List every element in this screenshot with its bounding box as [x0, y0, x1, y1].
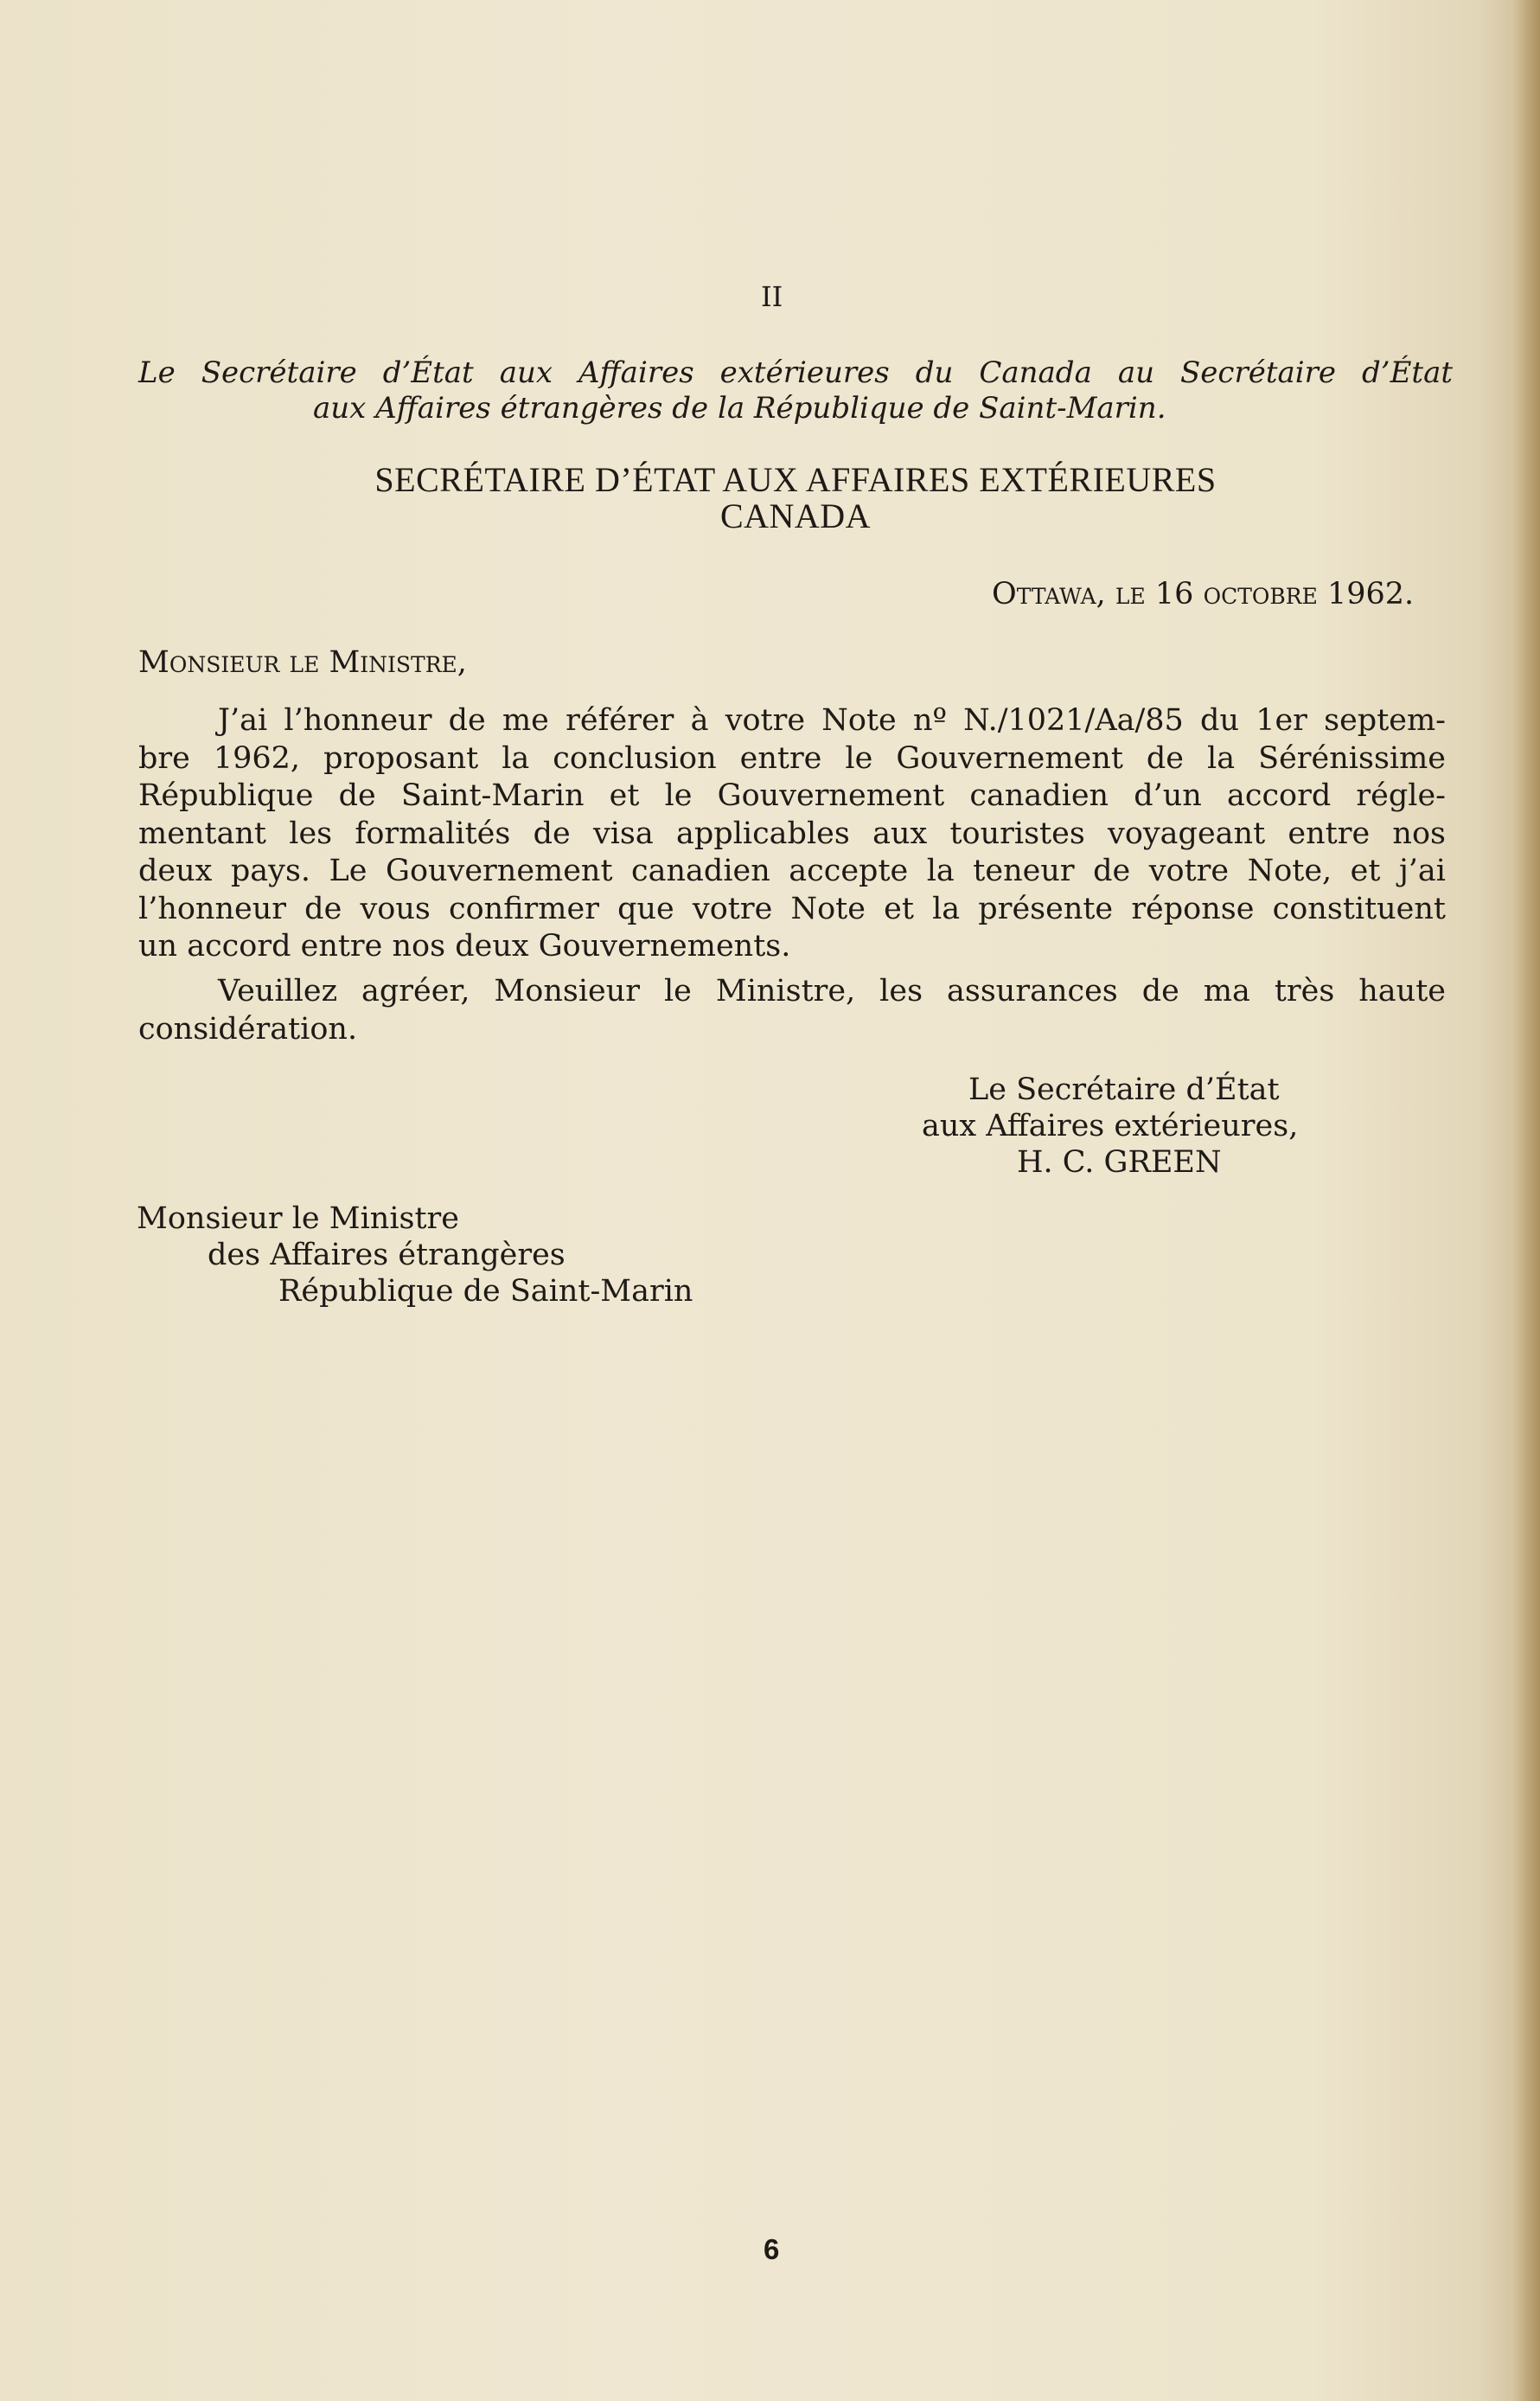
salutation: Monsieur le Ministre, — [138, 645, 467, 680]
letterhead-line-2: CANADA — [719, 496, 872, 535]
paragraph-1-line-2: bre 1962, proposant la conclusion entre le Gouvernement de la Sérénissime — [138, 740, 1446, 776]
signature-line-1: Le Secrétaire d’État — [968, 1072, 1280, 1107]
letterhead-line-1: SECRÉTAIRE D’ÉTAT AUX AFFAIRES EXTÉRIEURES — [374, 460, 1217, 499]
binding-edge — [1511, 0, 1540, 2401]
heading-line-1: Le Secrétaire d’État aux Affaires extérieures du Canada au Secrétaire d’État — [138, 355, 1453, 390]
signature-line-2: aux Affaires extérieures, — [922, 1109, 1299, 1143]
addressee-line-1: Monsieur le Ministre — [137, 1201, 459, 1236]
paragraph-1 — [138, 702, 1446, 966]
section-number: II — [761, 280, 783, 313]
dateline — [992, 576, 1414, 612]
paragraph-2 — [138, 973, 1446, 1048]
addressee-line-2: des Affaires étrangères — [208, 1238, 566, 1272]
signature-name: H. C. GREEN — [1017, 1145, 1222, 1180]
paragraph-1-line-7: un accord entre nos deux Gouvernements. — [138, 929, 791, 964]
addressee-line-3: République de Saint-Marin — [278, 1274, 693, 1309]
dateline-text: Ottawa, le 16 octobre 1962. — [992, 577, 1415, 611]
paragraph-2-line-2: considération. — [138, 1011, 358, 1047]
paragraph-1-line-1: J’ai l’honneur de me référer à votre Note nº N./1021/Aa/85 du 1er septem- — [218, 703, 1446, 738]
paragraph-1-line-6: l’honneur de vous confirmer que votre Note et la présente réponse constituent — [138, 891, 1446, 926]
page-number: 6 — [764, 2233, 780, 2265]
paragraph-1-line-3: République de Saint-Marin et le Gouvernement canadien d’un accord régle- — [138, 778, 1446, 813]
paragraph-1-line-5: deux pays. Le Gouvernement canadien accepte la teneur de votre Note, et j’ai — [138, 854, 1446, 888]
paragraph-1-line-4: mentant les formalités de visa applicables aux touristes voyageant entre nos — [138, 816, 1446, 851]
paragraph-2-line-1: Veuillez agréer, Monsieur le Ministre, les assurances de ma très haute — [218, 974, 1446, 1008]
heading-line-2: aux Affaires étrangères de la République de Saint-Marin. — [313, 391, 1166, 426]
